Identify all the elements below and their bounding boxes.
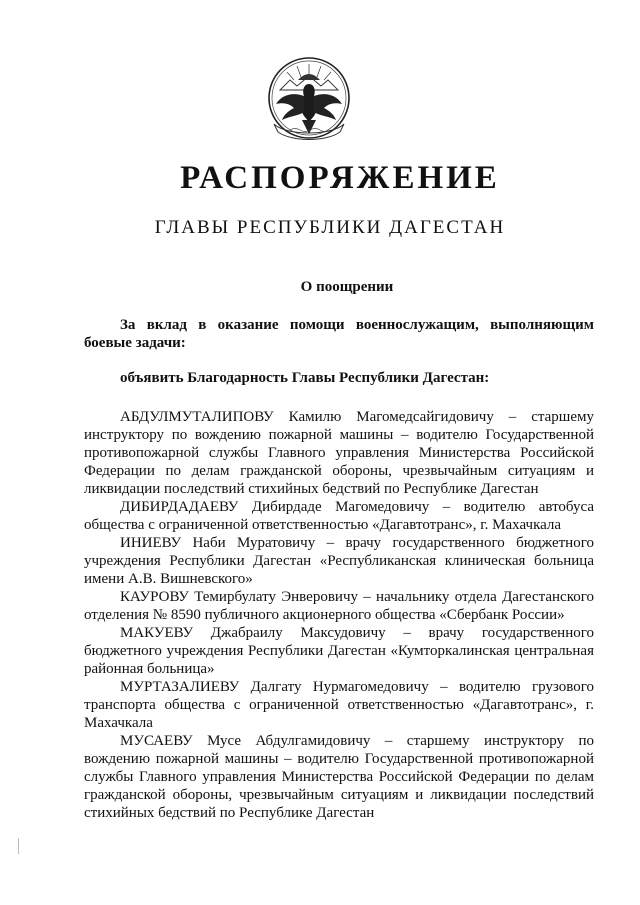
awardee-paragraph: МУСАЕВУ Мусе Абдулгамидовичу – старшему инструктору по вождению пожарной машины – водителю Государственной противопожарной службы Главного управления Министерства Российской Федерации по делам гражданской обороны, чрезвычайным ситуациям и ликвидации последствий стихийных бедствий по Республике Дагестан	[84, 733, 594, 821]
awardee-paragraph: АБДУЛМУТАЛИПОВУ Камилю Магомедсайгидовичу – старшему инструктору по вождению пожарной машины – водителю Государственной противопожарной службы Главного управления Министерства Российской Федерации по делам гражданской обороны, чрезвычайным ситуациям и ликвидации последствий стихийных бедствий по Республике Дагестан	[84, 409, 594, 497]
scan-edge-mark	[18, 838, 19, 854]
document-body	[84, 316, 594, 822]
document-title: РАСПОРЯЖЕНИЕ	[180, 160, 500, 196]
document-topic: О поощрении	[300, 279, 394, 295]
awardee-paragraph: МУРТАЗАЛИЕВУ Далгату Нурмагомедовичу – водителю грузового транспорта общества с ограниченной ответственностью «Дагавтотранс», г. Махачкала	[84, 679, 594, 731]
document-subtitle: ГЛАВЫ РЕСПУБЛИКИ ДАГЕСТАН	[154, 217, 506, 238]
preamble-paragraph: За вклад в оказание помощи военнослужащим, выполняющим боевые задачи:	[84, 317, 594, 351]
coat-of-arms-icon	[264, 50, 354, 148]
awardee-paragraph: КАУРОВУ Темирбулату Энверовичу – начальнику отдела Дагестанского отделения № 8590 публичного акционерного общества «Сбербанк России»	[84, 589, 594, 623]
awardee-paragraph: МАКУЕВУ Джабраилу Максудовичу – врачу государственного бюджетного учреждения Республики Дагестан «Кумторкалинская центральная районная больница»	[84, 625, 594, 677]
awardee-paragraph: ДИБИРДАДАЕВУ Дибирдаде Магомедовичу – водителю автобуса общества с ограниченной ответственностью «Дагавтотранс», г. Махачкала	[84, 499, 594, 533]
awardee-paragraph: ИНИЕВУ Наби Муратовичу – врачу государственного бюджетного учреждения Республики Дагестан «Республиканская клиническая больница имени А.В. Вишневского»	[84, 535, 594, 587]
declaration-paragraph: объявить Благодарность Главы Республики Дагестан:	[120, 370, 490, 386]
